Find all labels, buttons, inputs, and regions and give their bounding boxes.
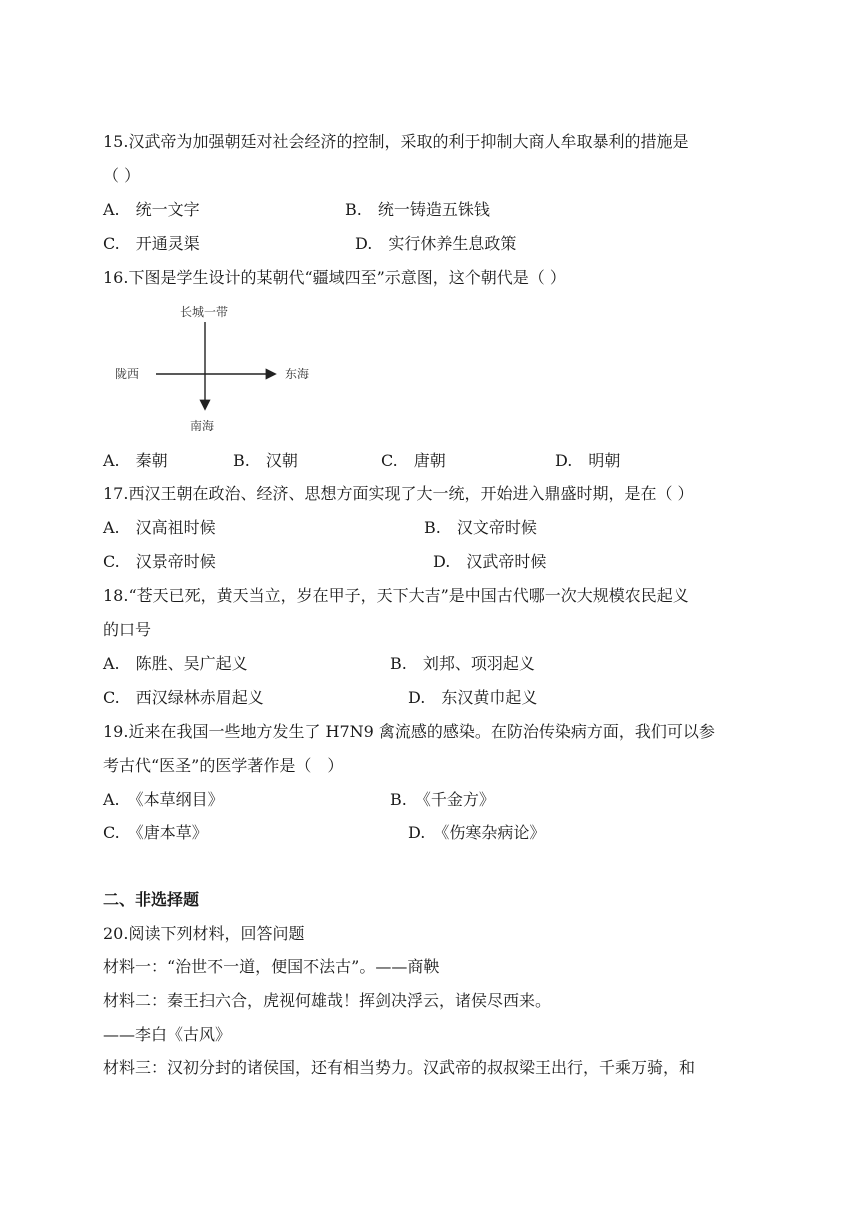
q16-stem: 16.下图是学生设计的某朝代“疆域四至”示意图，这个朝代是（ ） [103, 268, 566, 287]
q16-option-d: D. 明朝 [555, 451, 621, 470]
q15-option-a: A. 统一文字 [103, 200, 200, 219]
q17-stem: 17.西汉王朝在政治、经济、思想方面实现了大一统，开始进入鼎盛时期，是在（ ） [103, 484, 694, 503]
q15-option-c: C. 开通灵渠 [103, 234, 200, 253]
label-south: 南海 [190, 419, 215, 433]
q18-option-a: A. 陈胜、吴广起义 [103, 654, 248, 673]
q17-option-d: D. 汉武帝时候 [433, 552, 547, 571]
q19-stem-line1: 19.近来在我国一些地方发生了 H7N9 禽流感的感染。在防治传染病方面，我们可以参 [103, 722, 715, 741]
q18-stem-line1: 18.“苍天已死，黄天当立，岁在甲子，天下大吉”是中国古代哪一次大规模农民起义 [103, 586, 689, 605]
q15-option-b: B. 统一铸造五铢钱 [345, 200, 490, 219]
q15-stem-line1: 15.汉武帝为加强朝廷对社会经济的控制，采取的利于抑制大商人牟取暴利的措施是 [103, 132, 689, 151]
q19-option-c: C. 《唐本草》 [103, 823, 208, 842]
q17-option-c: C. 汉景帝时候 [103, 552, 216, 571]
q18-option-c: C. 西汉绿林赤眉起义 [103, 688, 264, 707]
q19-stem-line2: 考古代“医圣”的医学著作是（ ） [103, 756, 344, 775]
q19-option-d: D. 《伤寒杂病论》 [408, 823, 546, 842]
q20-material2: 材料二：秦王扫六合，虎视何雄哉！挥剑决浮云，诸侯尽西来。 [103, 991, 552, 1010]
q18-option-d: D. 东汉黄巾起义 [408, 688, 538, 707]
q20-stem: 20.阅读下列材料，回答问题 [103, 924, 305, 943]
q15-stem-line2: （ ） [103, 166, 141, 185]
section2-title: 二、非选择题 [103, 890, 200, 909]
q18-option-b: B. 刘邦、项羽起义 [390, 654, 535, 673]
q17-option-b: B. 汉文帝时候 [424, 518, 537, 537]
q17-option-a: A. 汉高祖时候 [103, 518, 216, 537]
label-north: 长城一带 [180, 305, 229, 319]
q16-option-a: A. 秦朝 [103, 451, 168, 470]
q19-option-b: B. 《千金方》 [390, 790, 495, 809]
label-west: 陇西 [115, 367, 140, 381]
territory-diagram [110, 300, 340, 440]
q18-stem-line2: 的口号 [103, 620, 152, 639]
q16-option-b: B. 汉朝 [233, 451, 298, 470]
q19-option-a: A. 《本草纲目》 [103, 790, 224, 809]
label-east: 东海 [285, 367, 310, 381]
q20-material2-source: ——李白《古风》 [103, 1025, 232, 1044]
q20-material3: 材料三：汉初分封的诸侯国，还有相当势力。汉武帝的叔叔梁王出行，千乘万骑，和 [103, 1058, 696, 1077]
q15-option-d: D. 实行休养生息政策 [355, 234, 517, 253]
q20-material1: 材料一：“治世不一道，便国不法古”。——商鞅 [103, 957, 440, 976]
q16-option-c: C. 唐朝 [381, 451, 446, 470]
